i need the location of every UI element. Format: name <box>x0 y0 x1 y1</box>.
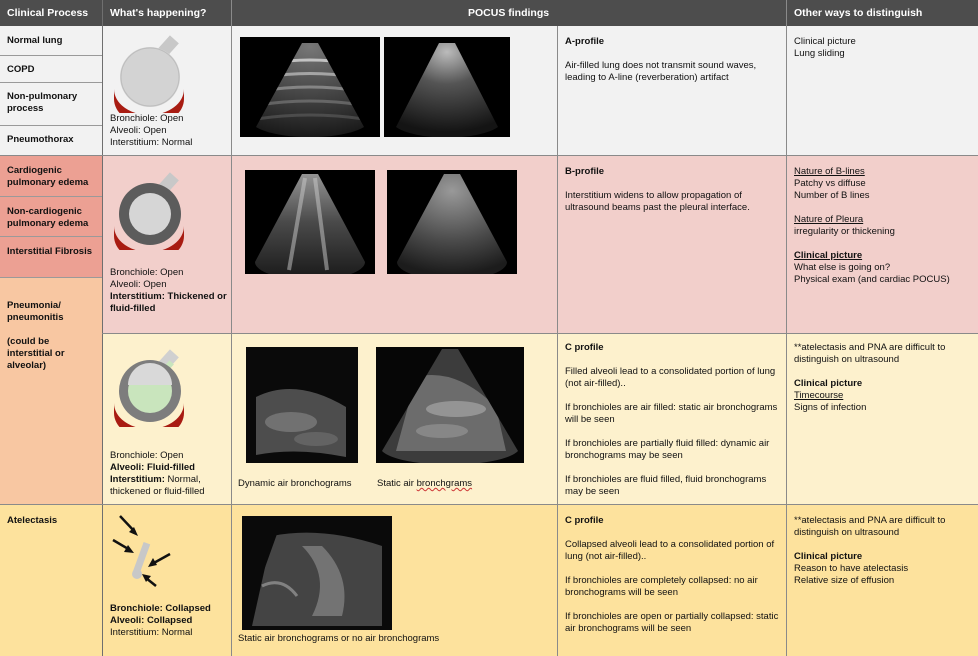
row-c-profile-para-3: If bronchioles are partially fluid filled: dynamic air bronchograms may be seen <box>565 438 770 461</box>
row-a-other <box>794 36 972 60</box>
row-b-other-pleura-heading: Nature of Pleura <box>794 214 864 225</box>
row-c-state-interstitium-value: Normal, thickened or fluid-filled <box>110 474 205 497</box>
row-a-state-bronchiole: Bronchiole: Open <box>110 113 184 124</box>
header-clinical-process: Clinical Process <box>7 7 89 19</box>
process-atelectasis: Atelectasis <box>7 515 58 526</box>
ultrasound-b-lines-image-1 <box>245 170 375 274</box>
row-b-state-bronchiole: Bronchiole: Open <box>110 267 184 278</box>
row-b-other-pleura-1: irregularity or thickening <box>794 226 895 237</box>
row-c-profile-para-4: If bronchioles are fluid filled, fluid bronchograms may be seen <box>565 474 767 497</box>
row-d-other-reason: Reason to have atelectasis <box>794 563 909 574</box>
caption-dynamic-bronchograms: Dynamic air bronchograms <box>238 478 352 489</box>
grid-line <box>231 0 232 656</box>
header-whats-happening: What's happening? <box>110 7 207 19</box>
row-b-other-clinical-2: Physical exam (and cardiac POCUS) <box>794 274 950 285</box>
row-d-other <box>794 515 972 587</box>
row-b-other <box>794 166 972 286</box>
caption-atelectasis-bronchograms: Static air bronchograms or no air bronchograms <box>238 633 440 644</box>
caption-static-misspelled: bronchgrams <box>416 478 473 489</box>
ultrasound-b-lines-image-2 <box>387 170 517 274</box>
process-pneumothorax: Pneumothorax <box>0 126 102 156</box>
row-c-state-interstitium-label: Interstitium: <box>110 474 165 485</box>
header-other-ways: Other ways to distinguish <box>794 7 923 19</box>
process-cardiogenic-edema: Cardiogenic pulmonary edema <box>0 156 102 197</box>
row-c-other-timecourse: Timecourse <box>794 390 844 401</box>
row-d-state-bronchiole: Bronchiole: Collapsed <box>110 603 211 614</box>
row-c-profile-para-1: Filled alveoli lead to a consolidated portion of lung (not air-filled).. <box>565 366 776 389</box>
row-b-state-interstitium: Interstitium: Thickened or fluid-filled <box>110 291 227 314</box>
row-a-state-interstitium: Interstitium: Normal <box>110 137 193 148</box>
row-d-profile-para-2: If bronchioles are completely collapsed: no air bronchograms will be seen <box>565 575 758 598</box>
row-a-state-alveoli: Alveoli: Open <box>110 125 167 136</box>
row-d-profile-para-1: Collapsed alveoli lead to a consolidated portion of lung (not air-filled).. <box>565 539 775 562</box>
process-normal-lung: Normal lung <box>0 26 102 56</box>
caption-static-prefix: Static air <box>377 478 417 489</box>
row-b-other-bline-heading: Nature of B-lines <box>794 166 865 177</box>
row-d-state-alveoli: Alveoli: Collapsed <box>110 615 193 626</box>
row-b-profile-title: B-profile <box>565 166 605 177</box>
row-b-other-bline-2: Number of B lines <box>794 190 870 201</box>
row-d-other-note: **atelectasis and PNA are difficult to distinguish on ultrasound <box>794 515 946 538</box>
row-b-profile <box>565 166 780 214</box>
row-a-other-clinical-picture: Clinical picture <box>794 36 856 47</box>
row-d-other-clinical-heading: Clinical picture <box>794 551 863 562</box>
grid-line <box>0 155 978 156</box>
row-b-profile-text: Interstitium widens to allow propagation of ultrasound beams past the pleural interface. <box>565 190 750 213</box>
row-c-state-alveoli: Alveoli: Fluid-filled <box>110 462 195 473</box>
row-a-profile-title: A-profile <box>565 36 605 47</box>
row-a-profile-text: Air-filled lung does not transmit sound waves, leading to A-line (reverberation) artifact <box>565 60 757 83</box>
grid-line <box>786 0 787 656</box>
ultrasound-dynamic-bronchograms-image <box>246 347 358 463</box>
row-c-state <box>110 450 230 498</box>
ultrasound-a-lines-image-1 <box>240 37 380 137</box>
row-b-other-clinical-heading: Clinical picture <box>794 250 863 261</box>
caption-static-bronchograms <box>377 478 472 490</box>
row-d-profile <box>565 515 780 635</box>
row-b-state-alveoli: Alveoli: Open <box>110 279 167 290</box>
row-c-other-clinical-heading: Clinical picture <box>794 378 863 389</box>
row-c-profile-title: C profile <box>565 342 604 353</box>
row-b-state <box>110 267 230 315</box>
row-d-state <box>110 603 211 639</box>
row-d-profile-para-3: If bronchioles are open or partially collapsed: static air bronchograms will be seen <box>565 611 779 634</box>
row-c-state-bronchiole: Bronchiole: Open <box>110 450 184 461</box>
row-d-other-effusion: Relative size of effusion <box>794 575 895 586</box>
open-alveolus-diagram-icon <box>110 33 190 113</box>
process-copd: COPD <box>0 56 102 83</box>
row-b-other-clinical-1: What else is going on? <box>794 262 891 273</box>
grid-line <box>102 333 978 334</box>
row-c-other-infection: Signs of infection <box>794 402 867 413</box>
row-a-profile <box>565 36 780 84</box>
row-c-profile <box>565 342 780 498</box>
ultrasound-atelectasis-image <box>242 516 392 630</box>
table-header <box>0 0 978 26</box>
ultrasound-static-bronchograms-image <box>376 347 524 463</box>
row-c-other <box>794 342 972 414</box>
pneumonia-subtitle: (could be interstitial or alveolar) <box>7 336 65 371</box>
collapsed-alveolus-diagram-icon <box>110 512 180 594</box>
row-c-other-note: **atelectasis and PNA are difficult to distinguish on ultrasound <box>794 342 946 365</box>
row-d-profile-title: C profile <box>565 515 604 526</box>
row-d-state-interstitium: Interstitium: Normal <box>110 627 193 638</box>
row-b-other-bline-1: Patchy vs diffuse <box>794 178 866 189</box>
process-noncardiogenic-edema: Non-cardiogenic pulmonary edema <box>0 197 102 237</box>
process-pneumonia <box>0 278 102 505</box>
process-non-pulmonary: Non-pulmonary process <box>0 83 102 126</box>
thickened-interstitium-diagram-icon <box>110 170 190 250</box>
row-c-profile-para-2: If bronchioles are air filled: static air bronchograms will be seen <box>565 402 778 425</box>
header-pocus-findings: POCUS findings <box>468 7 550 19</box>
process-interstitial-fibrosis: Interstitial Fibrosis <box>0 237 102 278</box>
ultrasound-a-lines-image-2 <box>384 37 510 137</box>
grid-line <box>557 26 558 656</box>
row-c-state-interstitium <box>110 474 230 498</box>
fluid-filled-alveolus-diagram-icon <box>110 347 190 427</box>
grid-line <box>0 504 978 505</box>
grid-line <box>102 0 103 656</box>
row-a-other-lung-sliding: Lung sliding <box>794 48 845 59</box>
row-a-state <box>110 113 192 149</box>
pneumonia-title: Pneumonia/ pneumonitis <box>7 300 64 323</box>
